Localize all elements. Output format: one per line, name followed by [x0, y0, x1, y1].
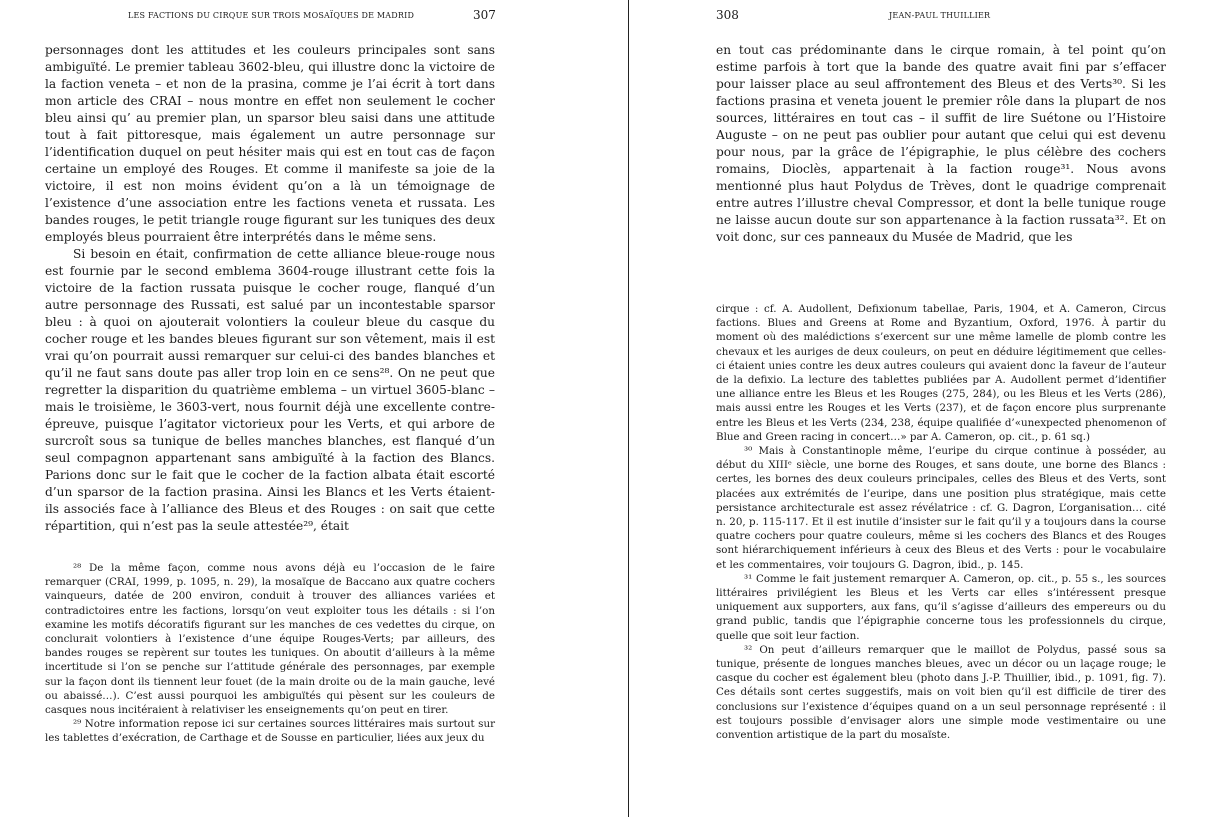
page-number: 308 — [716, 8, 739, 22]
running-head: JEAN-PAUL THUILLIER — [889, 11, 991, 20]
page-divider — [628, 0, 629, 817]
page-number: 307 — [473, 8, 496, 22]
body-text — [716, 42, 1166, 246]
footnote-32: ³² On peut d’ailleurs remarquer que le maillot de Polydus, passé sous sa tunique, présente de longues manches bleues, avec un décor ou un laçage rouge; le casque du cocher est également bleu (photo dans J.-P. Thuillier, ibid., p. 1091, fig. 7). Ces détails sont certes suggestifs, mais on voit bien qu’il est difficile de tirer des conclusions sur l’existence d’équipes quand on a un seul personnage représenté : il est toujours possible d’envisager alors une simple mode vestimentaire ou une convention artistique de la part du mosaïste. — [716, 643, 1166, 742]
body-text — [45, 42, 495, 535]
running-head: LES FACTIONS DU CIRQUE SUR TROIS MOSAÏQUES DE MADRID — [128, 11, 415, 20]
footnote-28: ²⁸ De la même façon, comme nous avons déjà eu l’occasion de le faire remarquer (CRAI, 1999, p. 1095, n. 29), la mosaïque de Baccano aux quatre cochers vainqueurs, datée de 200 environ, conduit à trouver des alliances variées et contradictoires entre les factions, lorsqu’on veut exploiter tous les détails : si l’on examine les motifs décoratifs figurant sur les manches de ces vedettes du cirque, on conclurait volontiers à l’existence d’une équipe Rouges-Verts; par ailleurs, des bandes rouges se repèrent sur toutes les tuniques. On aboutit d’ailleurs à la même incertitude si l’on se penche sur l’attitude générale des personnages, par exemple sur la façon dont ils tiennent leur fouet (de la main droite ou de la main gauche, levé ou abaissé…). C’est aussi pourquoi les ambiguïtés qui pèsent sur les couleurs de casques nous incitéraient à relativiser les enseignements qu’on peut en tirer. — [45, 562, 495, 717]
footnotes — [716, 302, 1166, 742]
right-page — [646, 0, 1229, 817]
footnote-29: ²⁹ Notre information repose ici sur certaines sources littéraires mais surtout sur les tablettes d’exécration, de Carthage et de Sousse en particulier, liées aux jeux du — [45, 718, 495, 745]
footnote-31: ³¹ Comme le fait justement remarquer A. Cameron, op. cit., p. 55 s., les sources littéraires privilégient les Bleus et les Verts car elles s’intéressent presque uniquement aux supporters, aux fans, qu’il s’agisse d’ailleurs des empereurs ou du grand public, tandis que l’épigraphie concerne tous les professionnels du cirque, quelle que soit leur faction. — [716, 572, 1166, 642]
footnote-30: ³⁰ Mais à Constantinople même, l’euripe du cirque continue à posséder, au début du XIIIᵉ siècle, une borne des Rouges, et sans doute, une borne des Blancs : certes, les bornes des deux couleurs principales, celles des Bleus et des Verts, sont placées aux extrémités de l’euripe, dans une position plus stratégique, mais cette persistance architecturale est assez révélatrice : cf. G. Dagron, L’organisation… cité n. 20, p. 115-117. Et il est inutile d’insister sur le fait qu’il y a toujours dans la course quatre cochers pour quatre couleurs, même si les cochers des Blancs et des Rouges sont hiérarchiquement inférieurs à ceux des Bleus et des Verts : pour le vocabulaire et les commentaires, voir toujours G. Dagron, ibid., p. 145. — [716, 445, 1166, 571]
footnote-29-continued: cirque : cf. A. Audollent, Defixionum tabellae, Paris, 1904, et A. Cameron, Circus factions. Blues and Greens at Rome and Byzantium, Oxford, 1976. À partir du moment où des malédictions s’exercent sur une même lamelle de plomb contre les chevaux et les auriges de deux couleurs, on peut en déduire légitimement que celles-ci étaient unies contre les deux autres couleurs qui avaient donc la faveur de l’auteur de la defixio. La lecture des tablettes publiées par A. Audollent permet d’identifier une alliance entre les Bleus et les Rouges (275, 284), ou les Bleus et les Verts (286), mais aussi entre les Rouges et les Verts (237), et de façon encore plus surprenante entre les Bleus et les Verts (234, 238, équipe qualifiée d’«unexpected phenomenon of Blue and Green racing in concert…» par A. Cameron, op. cit., p. 61 sq.) — [716, 303, 1166, 443]
footnotes — [45, 561, 495, 746]
paragraph: personnages dont les attitudes et les couleurs principales sont sans ambiguïté. Le premier tableau 3602-bleu, qui illustre donc la victoire de la faction veneta – et non de la prasina, comme je l’ai écrit à tort dans mon article des CRAI – nous montre en effet non seulement le cocher bleu ainsi qu’ au premier plan, un sparsor bleu saisi dans une attitude tout à fait pittoresque, mais également un autre personnage sur l’identification duquel on peut hésiter mais qui est en tout cas de façon certaine un employé des Rouges. Et comme il manifeste sa joie de la victoire, il est non moins évident qu’on a là un témoignage de l’existence d’une association entre les factions veneta et russata. Les bandes rouges, le petit triangle rouge figurant sur les tuniques des deux employés bleus pourraient être interprétés dans le même sens. — [45, 43, 495, 244]
paragraph: Si besoin en était, confirmation de cette alliance bleue-rouge nous est fournie par le second emblema 3604-rouge illustrant cette fois la victoire de la faction russata puisque le cocher rouge, flanqué d’un autre personnage des Russati, est salué par un incontestable sparsor bleu : à quoi on ajouterait volontiers la couleur bleue du casque du cocher rouge et les bandes bleues figurant sur son vêtement, mais il est vrai qu’on pourrait aussi remarquer sur celui-ci des bandes blanches et qu’il ne faut sans doute pas aller trop loin en ce sens²⁸. On ne peut que regretter la disparition du quatrième emblema – un virtuel 3605-blanc – mais le troisième, le 3603-vert, nous fournit déjà une excellente contre-épreuve, puisque l’agitator victorieux pour les Verts, et qui arbore de surcroît sous sa tunique de belles manches blanches, est flanqué d’un seul compagnon appartenant sans ambiguïté à la faction des Blancs. Parions donc sur le fait que le cocher de la faction albata était escorté d’un sparsor de la faction prasina. Ainsi les Blancs et les Verts étaient-ils associés face à l’alliance des Bleus et des Rouges : on sait que cette répartition, qui n’est pas la seule attestée²⁹, était — [45, 247, 495, 533]
paragraph: en tout cas prédominante dans le cirque romain, à tel point qu’on estime parfois à tort que la bande des quatre avait fini par s’effacer pour laisser place au seul affrontement des Bleus et des Verts³⁰. Si les factions prasina et veneta jouent le premier rôle dans la plupart de nos sources, littéraires en tout cas – il suffit de lire Suétone ou l’Histoire Auguste – on ne peut pas oublier pour autant que celui qui est devenu pour nous, par la grâce de l’épigraphie, le plus célèbre des cochers romains, Dioclès, appartenait à la faction rouge³¹. Nous avons mentionné plus haut Polydus de Trèves, dont le quadrige comprenait entre autres l’illustre cheval Compressor, et dont la belle tunique rouge ne laisse aucun doute sur son appartenance à la faction russata³². Et on voit donc, sur ces panneaux du Musée de Madrid, que les — [716, 43, 1166, 244]
